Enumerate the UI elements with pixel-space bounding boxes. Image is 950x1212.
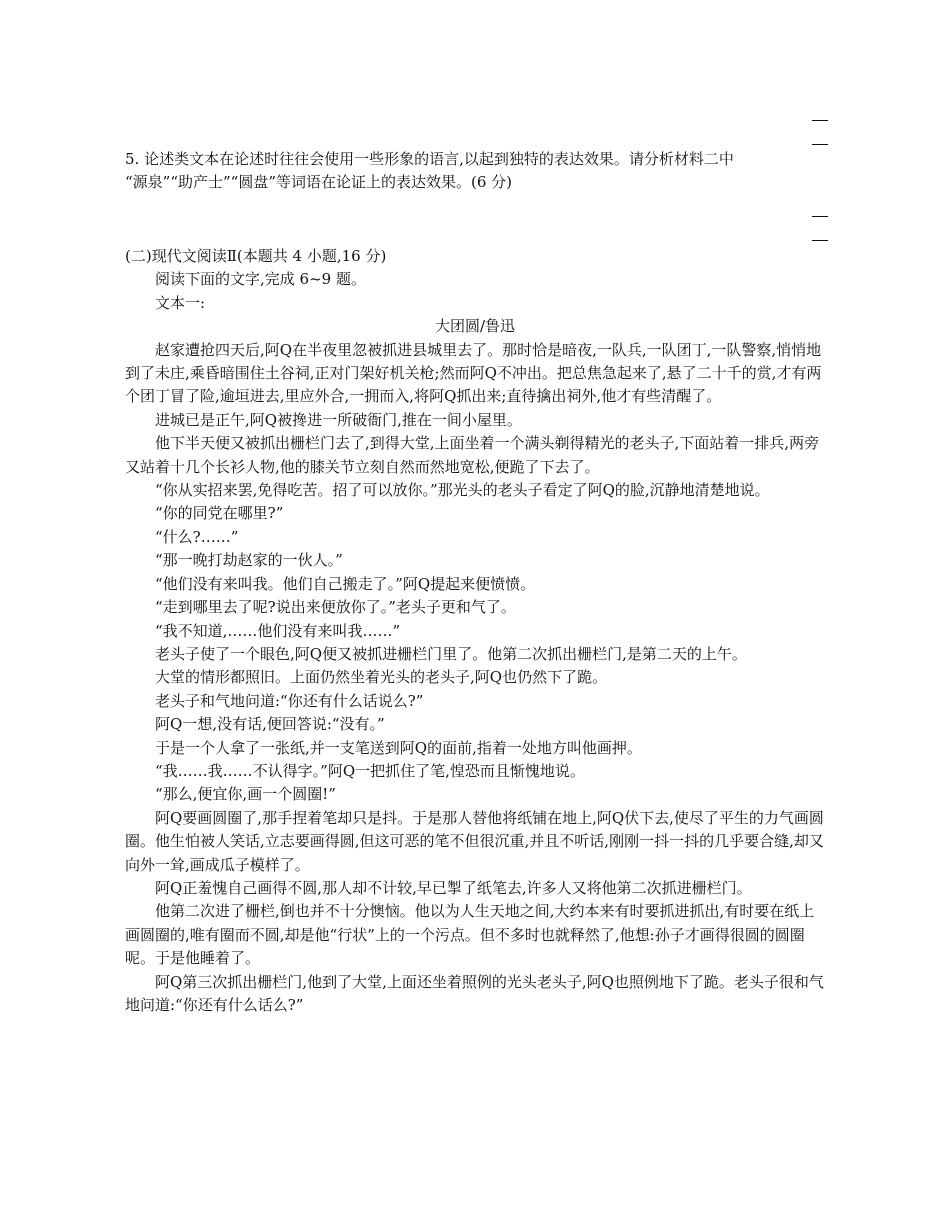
paragraph: 大堂的情形都照旧。上面仍然坐着光头的老头子,阿Q也仍然下了跪。	[155, 668, 608, 687]
paragraph: “走到哪里去了呢?说出来便放你了。”老头子更和气了。	[155, 598, 516, 617]
question-5-line-1: 5. 论述类文本在论述时往往会使用一些形象的语言,以起到独特的表达效果。请分析材料二中	[125, 150, 734, 168]
paragraph: 他下半天便又被抓出栅栏门去了,到得大堂,上面坐着一个满头剃得精光的老头子,下面站着一排兵,两旁又站着十几个长衫人物,他的膝关节立刻自然而然地宽松,便跪了下去了。	[125, 434, 820, 476]
paragraph: “我……我……不认得字。”阿Q一把抓住了笔,惶恐而且惭愧地说。	[155, 761, 585, 780]
paragraph: “那一晚打劫赵家的一伙人。”	[155, 551, 343, 570]
paragraph: 阿Q正羞愧自己画得不圆,那人却不计较,早已掣了纸笔去,许多人又将他第二次抓进栅栏门。	[155, 878, 752, 897]
answer-line-3	[812, 216, 828, 217]
paragraph: “你的同党在哪里?”	[155, 504, 284, 523]
paragraph: “那么,便宜你,画一个圆圈!”	[155, 785, 336, 804]
paragraph: 阿Q要画圆圈了,那手捏着笔却只是抖。于是那人替他将纸铺在地上,阿Q伏下去,使尽了平生的力气画圆圈。他生怕被人笑话,立志要画得圆,但这可恶的笔不但很沉重,并且不听话,刚刚一抖一抖的几乎要合缝,却又向外一耸,画成瓜子模样了。	[125, 808, 824, 874]
answer-line-1	[812, 120, 828, 121]
paragraph: 他第二次进了栅栏,倒也并不十分懊恼。他以为人生天地之间,大约本来有时要抓进抓出,有时要在纸上画圆圈的,唯有圈而不圆,却是他“行状”上的一个污点。但不多时也就释然了,他想:孙子才画得很圆的圆圈呢。于是他睡着了。	[125, 902, 815, 968]
paragraph: “他们没有来叫我。他们自己搬走了。”阿Q提起来便愤愤。	[155, 574, 536, 593]
paragraph: 赵家遭抢四天后,阿Q在半夜里忽被抓进县城里去了。那时恰是暗夜,一队兵,一队团丁,一队警察,悄悄地到了未庄,乘昏暗围住土谷祠,正对门架好机关枪;然而阿Q不冲出。把总焦急起来了,悬了二十千的赏,才有两个团丁冒了险,逾垣进去,里应外合,一拥而入,将阿Q抓出来;直待擒出祠外,他才有些清醒了。	[125, 340, 822, 406]
paragraph: “你从实招来罢,免得吃苦。招了可以放你。”那光头的老头子看定了阿Q的脸,沉静地清楚地说。	[155, 481, 770, 500]
text-label: 文本一:	[155, 293, 206, 312]
question-5	[125, 148, 825, 195]
section-heading: (二)现代文阅读Ⅱ(本题共 4 小题,16 分)	[125, 247, 387, 265]
paragraph: “我不知道,……他们没有来叫我……”	[155, 621, 401, 640]
answer-line-4	[812, 240, 828, 241]
paragraph: 老头子和气地问道:“你还有什么话说么?”	[155, 691, 424, 710]
paragraph: 阿Q第三次抓出栅栏门,他到了大堂,上面还坐着照例的光头老头子,阿Q也照例地下了跪。老头子很和气地问道:“你还有什么话么?”	[125, 972, 824, 1014]
paragraph: 进城已是正午,阿Q被搀进一所破衙门,推在一间小屋里。	[155, 410, 522, 429]
story-title: 大团圆/鲁迅	[434, 317, 516, 336]
answer-line-2	[812, 144, 828, 145]
question-5-line-2: “源泉”“助产士”“圆盘”等词语在论证上的表达效果。(6 分)	[125, 173, 513, 192]
paragraph: “什么?……”	[155, 527, 239, 546]
reading-section	[125, 245, 825, 1017]
section-instruction: 阅读下面的文字,完成 6~9 题。	[155, 270, 366, 289]
paragraph: 于是一个人拿了一张纸,并一支笔送到阿Q的面前,指着一处地方叫他画押。	[155, 738, 642, 757]
paragraph: 阿Q一想,没有话,便回答说:“没有。”	[155, 715, 385, 734]
paragraph: 老头子使了一个眼色,阿Q便又被抓进栅栏门里了。他第二次抓出栅栏门,是第二天的上午。	[155, 644, 747, 663]
